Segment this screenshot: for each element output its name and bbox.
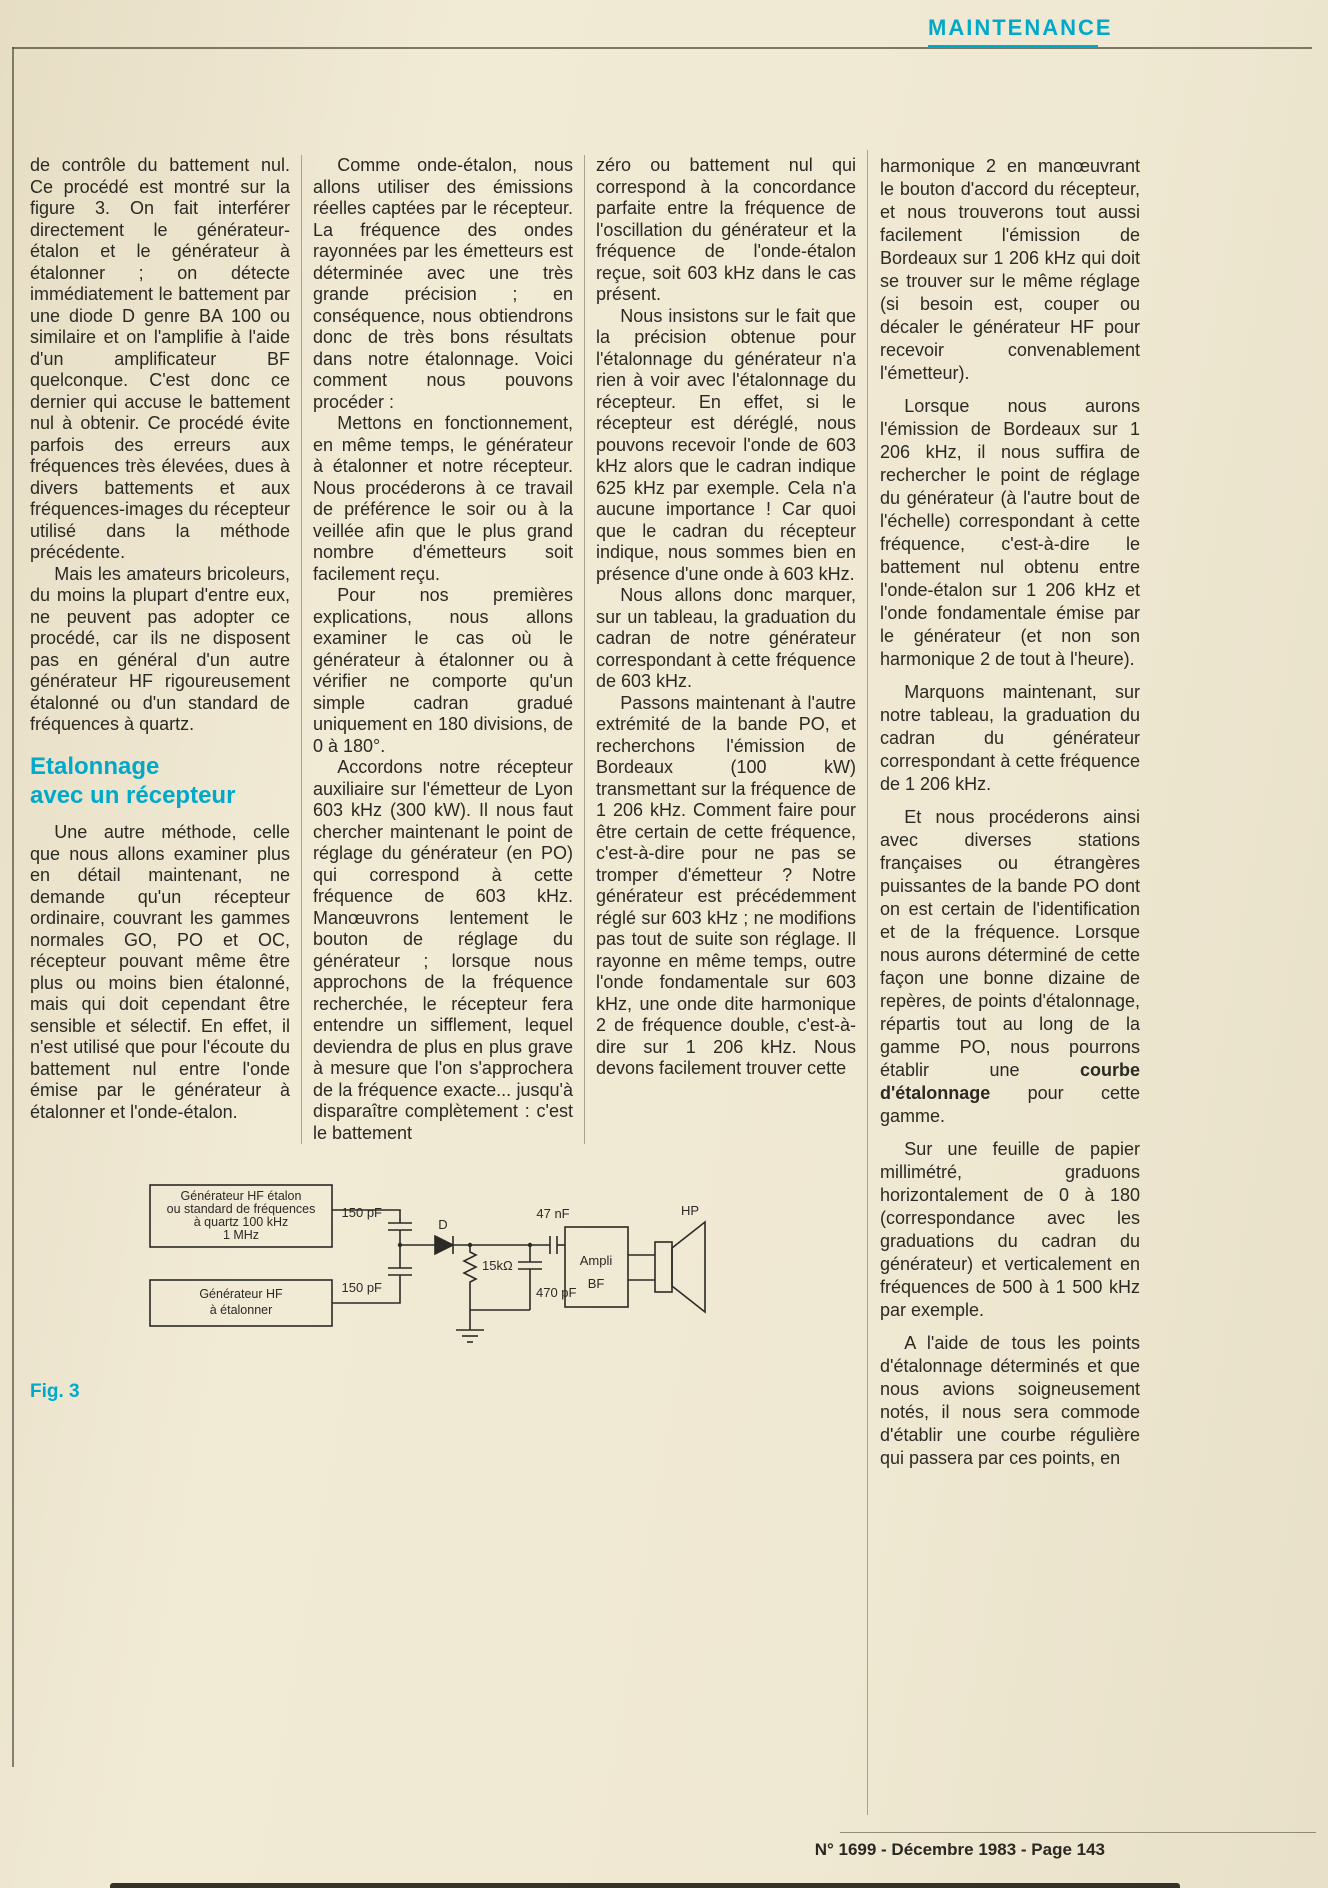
column-divider-2-3 (584, 155, 585, 1144)
paragraph: Lorsque nous aurons l'émission de Bordeaux sur 1 206 kHz, il nous suffira de rechercher le point de réglage du générateur (à l'autre bout de l'échelle) correspondant à cette fréquence, c'est-à-dire le battement nul obtenu entre l'onde-étalon sur 1 206 kHz et l'onde fondamentale émise par le générateur (et non son harmonique 2 de tout à l'heure). (880, 396, 1140, 669)
column-4 (880, 155, 1140, 1480)
generator1-label-line4: 1 MHz (222, 1228, 260, 1242)
paragraph: Marquons maintenant, sur notre tableau, la graduation du cadran du générateur correspondant à cette fréquence de 1 206 kHz. (880, 682, 1140, 794)
paragraph: zéro ou battement nul qui correspond à la concordance parfaite entre la fréquence de l'oscillation du générateur et la fréquence de l'onde-étalon reçue, soit 603 kHz dans le cas présent. (596, 155, 856, 304)
diode-symbol (435, 1236, 453, 1254)
speaker-symbol (655, 1242, 672, 1292)
paragraph: Passons maintenant à l'autre extrémité de la bande PO, et recherchons l'émission de Bordeaux (100 kW) transmettant sur la fréquence de 1 206 kHz. Comment faire pour être certain de cette fréquence, c'est-à-dire pour ne pas se tromper d'émetteur ? Notre générateur est précédemment réglé sur 603 kHz ; ne modifions pas tout de suite son réglage. Il rayonne en même temps, outre l'onde fondamentale sur 603 kHz, une onde dite harmonique 2 de fréquence double, c'est-à-dire sur 1 206 kHz. Nous devons facilement trouver cette (596, 692, 856, 1078)
article-body (30, 155, 1170, 1480)
generator2-label-line1: Générateur HF (199, 1287, 283, 1301)
amp-label-line1: Ampli (579, 1253, 613, 1268)
paragraph: Pour nos premières explications, nous allons examiner le cas où le générateur à étalonner ou à vérifier ne comporte qu'un simple cadran gradué uniquement en 180 divisions, de 0 à 180°. (313, 585, 573, 756)
figure-3 (30, 1170, 856, 1403)
top-border-rule (12, 47, 1312, 49)
footer-rule (840, 1832, 1316, 1833)
paragraph: harmonique 2 en manœuvrant le bouton d'accord du récepteur, et nous trouverons tout aussi facilement l'émission de Bordeaux sur 1 206 kHz qui doit se trouver sur le même réglage (si besoin est, couper ou décaler le générateur HF pour recevoir convenablement l'émetteur). (880, 156, 1140, 383)
left-three-columns (30, 155, 856, 1480)
cap1-label: 150 pF (341, 1205, 382, 1220)
column-2 (313, 155, 573, 1144)
speaker-label: HP (680, 1203, 700, 1218)
section-heading-line2: avec un récepteur (30, 781, 236, 809)
paragraph: Nous insistons sur le fait que la précision obtenue pour l'étalonnage du générateur n'a rien à voir avec l'étalonnage du récepteur. En effet, si le récepteur est déréglé, nous pouvons recevoir l'onde de 603 kHz alors que le cadran indique 625 kHz par exemple. Cela n'a aucune importance ! Car quoi que le cadran du récepteur indique, nous sommes bien en présence d'une onde à 603 kHz. (596, 305, 856, 584)
column-divider-1-2 (301, 155, 302, 1144)
circuit-diagram (30, 1170, 830, 1360)
paragraph: de contrôle du battement nul. Ce procédé est montré sur la figure 3. On fait interférer directement le générateur-étalon et le générateur à étalonner ; on détecte immédiatement le battement par une diode D genre BA 100 ou similaire et on l'amplifie à l'aide d'un amplificateur BF quelconque. C'est donc ce dernier qui accuse le battement nul à obtenir. Ce procédé évite parfois des erreurs aux fréquences très élevées, dues à divers battements et aux fréquences-images du récepteur utilisé dans la méthode précédente. (30, 155, 290, 562)
generator1-label-line3: à quartz 100 kHz (193, 1215, 289, 1229)
column-1-intro (30, 155, 290, 736)
paragraph: Et nous procéderons ainsi avec diverses stations françaises ou étrangères puissantes de la bande PO dont on est certain de l'identification et de la fréquence. Lorsque nous aurons déterminé de cette façon une bonne dizaine de repères, de points d'étalonnage, répartis tout au long de la gamme PO, nous pourrons établir une courbe d'étalonnage pour cette gamme. (880, 807, 1140, 1126)
resistor-label: 15kΩ (482, 1258, 513, 1273)
paragraph: Sur une feuille de papier millimétré, graduons horizontalement de 0 à 180 (correspondance avec les graduations du cadran du générateur) et verticalement en fréquences de 500 à 1 500 kHz par exemple. (880, 1139, 1140, 1320)
paragraph: Une autre méthode, celle que nous allons examiner plus en détail maintenant, ne demande qu'un récepteur ordinaire, couvrant les gammes normales GO, PO et OC, récepteur pouvant même être plus ou moins bien étalonné, mais qui doit cependant être sensible et sélectif. En effet, il n'est utilisé que pour l'écoute du battement nul entre l'onde émise par le générateur à étalonner et l'onde-étalon. (30, 822, 290, 1122)
generator2-label-line2: à étalonner (209, 1303, 273, 1317)
paragraph: Mais les amateurs bricoleurs, du moins la plupart d'entre eux, ne peuvent pas adopter ce procédé, car ils ne disposent pas en général d'un autre générateur HF rigoureusement étalonné ou d'un standard de fréquences à quartz. (30, 563, 290, 734)
paragraph: Comme onde-étalon, nous allons utiliser des émissions réelles captées par le récepteur. La fréquence des ondes rayonnées par les émetteurs est déterminée avec une très grande précision ; en conséquence, nous obtiendrons donc de très bons résultats dans notre étalonnage. Voici comment nous pouvons procéder : (313, 155, 573, 412)
resistor-symbol (464, 1245, 476, 1310)
generator1-label-line1: Générateur HF étalon (180, 1189, 302, 1203)
paragraph: Mettons en fonctionnement, en même temps, le générateur à étalonner et notre récepteur. Nous procéderons à ce travail de préférence le soir ou à la veillée afin que le plus grand nombre d'émetteurs soit facilement reçu. (313, 413, 573, 584)
paragraph: Nous allons donc marquer, sur un tableau, la graduation du cadran de notre générateur correspondant à cette fréquence de 603 kHz. (596, 585, 856, 691)
page-section-header: MAINTENANCE (928, 15, 1098, 48)
diode-label: D (438, 1217, 448, 1232)
amp-label-line2: BF (587, 1276, 605, 1291)
scan-bottom-edge (110, 1883, 1180, 1888)
column-1 (30, 155, 290, 1144)
column-3 (596, 155, 856, 1144)
column-1-rest (30, 822, 290, 1123)
paragraph: A l'aide de tous les points d'étalonnage déterminés et que nous avions soigneusement notés, il nous sera commode d'établir une courbe régulière qui passera par ces points, en (880, 1333, 1140, 1468)
page-footer: N° 1699 - Décembre 1983 - Page 143 (814, 1840, 1105, 1859)
left-border-rule (12, 47, 14, 1767)
cap3-label: 47 nF (536, 1206, 570, 1221)
cap4-label: 470 pF (536, 1285, 577, 1300)
section-heading (30, 752, 290, 811)
section-heading-line1: Etalonnage (30, 752, 160, 780)
cap2-label: 150 pF (341, 1280, 382, 1295)
figure-caption: Fig. 3 (30, 1381, 80, 1402)
text-columns (30, 155, 856, 1144)
paragraph: Accordons notre récepteur auxiliaire sur l'émetteur de Lyon 603 kHz (300 kW). Il nous faut chercher maintenant le point de réglage du générateur (en PO) qui correspond à cette fréquence de 603 kHz. Manœuvrons lentement le bouton de réglage du générateur ; lorsque nous approchons de la fréquence recherchée, le récepteur fera entendre un sifflement, lequel deviendra de plus en plus grave à mesure que l'on s'approchera de la fréquence exacte... jusqu'à disparaître complètement : c'est le battement (313, 757, 573, 1143)
generator1-label-line2: ou standard de fréquences (166, 1202, 316, 1216)
